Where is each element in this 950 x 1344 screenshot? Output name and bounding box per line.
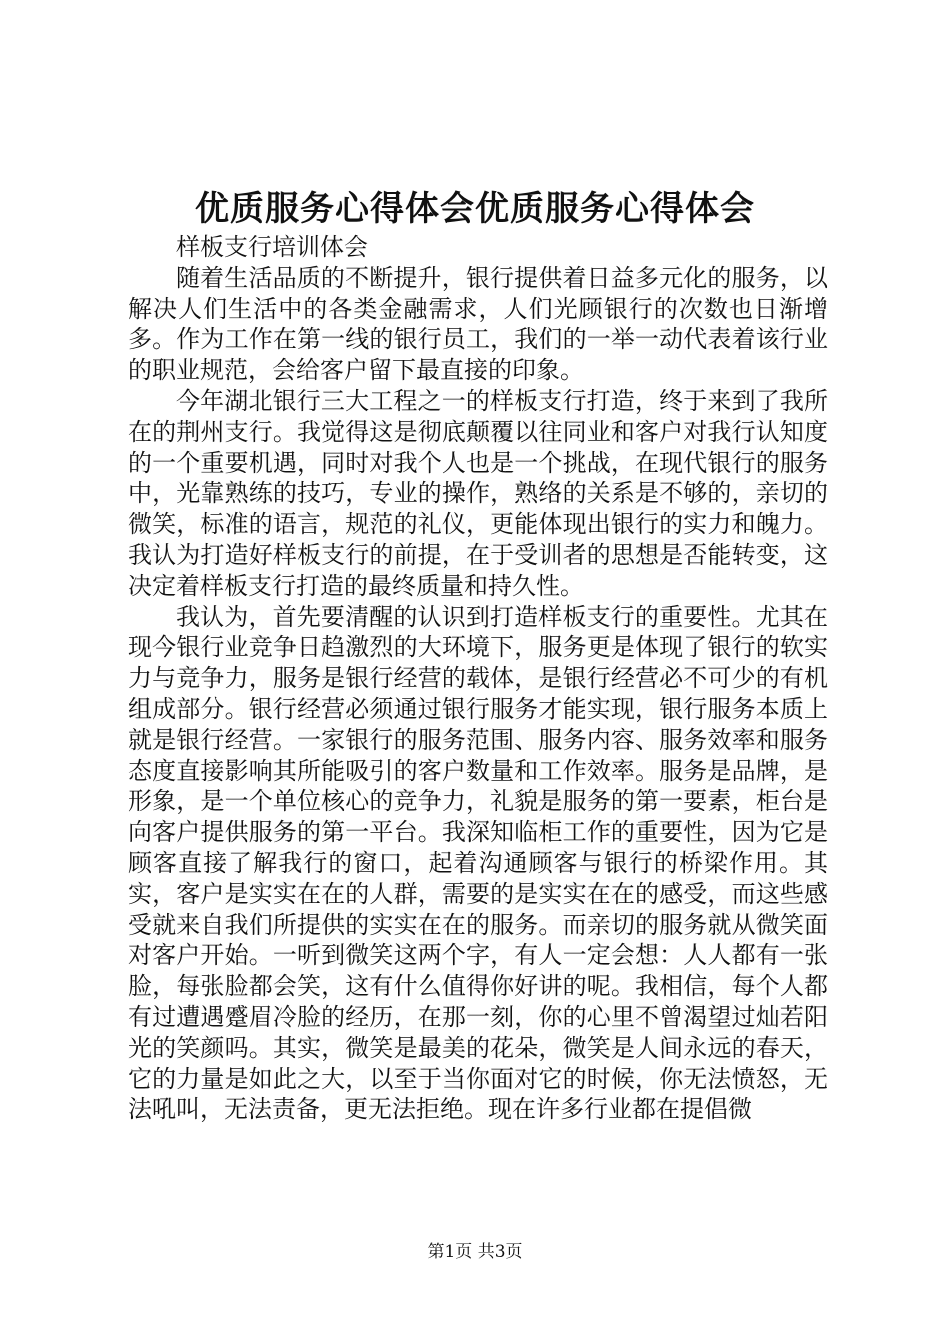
paragraph-2: 今年湖北银行三大工程之一的样板支行打造，终于来到了我所在的荆州支行。我觉得这是彻底颠覆以往同业和客户对我行认知度的一个重要机遇，同时对我个人也是一个挑战，在现代银行的服务中，光靠熟练的技巧，专业的操作，熟络的关系是不够的，亲切的微笑，标准的语言，规范的礼仪，更能体现出银行的实力和魄力。我认为打造好样板支行的前提，在于受训者的思想是否能转变，这决定着样板支行打造的最终质量和持久性。 [128,386,828,600]
paragraph-1: 随着生活品质的不断提升，银行提供着日益多元化的服务，以解决人们生活中的各类金融需求，人们光顾银行的次数也日渐增多。作为工作在第一线的银行员工，我们的一举一动代表着该行业的职业规范，会给客户留下最直接的印象。 [128,263,828,385]
page-footer: 第1页 共3页 [427,1242,523,1262]
paragraph-3: 我认为，首先要清醒的认识到打造样板支行的重要性。尤其在现今银行业竞争日趋激烈的大环境下，服务更是体现了银行的软实力与竞争力，服务是银行经营的载体，是银行经营必不可少的有机组成部分。银行经营必须通过银行服务才能实现，银行服务本质上就是银行经营。一家银行的服务范围、服务内容、服务效率和服务态度直接影响其所能吸引的客户数量和工作效率。服务是品牌，是形象，是一个单位核心的竞争力，礼貌是服务的第一要素，柜台是向客户提供服务的第一平台。我深知临柜工作的重要性，因为它是顾客直接了解我行的窗口，起着沟通顾客与银行的桥梁作用。其实，客户是实实在在的人群，需要的是实实在在的感受，而这些感受就来自我们所提供的实实在在的服务。而亲切的服务就从微笑面对客户开始。一听到微笑这两个字，有人一定会想：人人都有一张脸，每张脸都会笑，这有什么值得你好讲的呢。我相信，每个人都有过遭遇蹙眉冷脸的经历，在那一刻，你的心里不曾渴望过灿若阳光的笑颜吗。其实，微笑是最美的花朵，微笑是人间永远的春天，它的力量是如此之大，以至于当你面对它的时候，你无法愤怒，无法吼叫，无法责备，更无法拒绝。现在许多行业都在提倡微 [128,602,828,1124]
document-title: 优质服务心得体会优质服务心得体会 [195,189,755,229]
document-subtitle: 样板支行培训体会 [176,233,368,261]
document-body [128,232,828,1125]
